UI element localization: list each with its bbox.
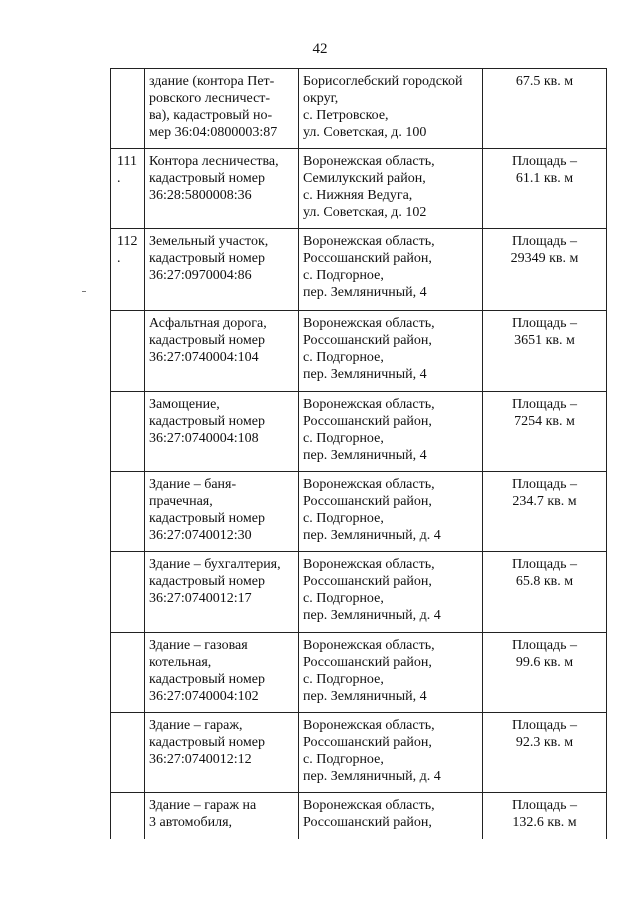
area-cell: Площадь – 29349 кв. м bbox=[483, 229, 607, 311]
table-row bbox=[111, 713, 607, 793]
row-number bbox=[111, 552, 145, 633]
address-cell: Воронежская область, Россошанский район, с. Подгорное, пер. Земляничный, д. 4 bbox=[299, 713, 483, 793]
object-cell: Здание – газовая котельная, кадастровый номер 36:27:0740004:102 bbox=[145, 633, 299, 713]
address-cell: Борисоглебский городской округ, с. Петровское, ул. Советская, д. 100 bbox=[299, 69, 483, 149]
area-cell: Площадь – 61.1 кв. м bbox=[483, 149, 607, 229]
row-number bbox=[111, 392, 145, 472]
row-number bbox=[111, 793, 145, 839]
object-cell: Здание – бухгалтерия, кадастровый номер 36:27:0740012:17 bbox=[145, 552, 299, 633]
object-cell: Здание – баня- прачечная, кадастровый номер 36:27:0740012:30 bbox=[145, 472, 299, 552]
table-row bbox=[111, 149, 607, 229]
row-number bbox=[111, 633, 145, 713]
address-cell: Воронежская область, Россошанский район, с. Подгорное, пер. Земляничный, 4 bbox=[299, 633, 483, 713]
object-cell: Контора лесничества, кадастровый номер 36:28:5800008:36 bbox=[145, 149, 299, 229]
address-cell: Воронежская область, Россошанский район, bbox=[299, 793, 483, 839]
object-cell: Земельный участок, кадастровый номер 36:27:0970004:86 bbox=[145, 229, 299, 311]
row-number: 111. bbox=[111, 149, 145, 229]
area-cell: Площадь – 65.8 кв. м bbox=[483, 552, 607, 633]
object-cell: Здание – гараж на 3 автомобиля, bbox=[145, 793, 299, 839]
table-row bbox=[111, 793, 607, 839]
area-cell: Площадь – 234.7 кв. м bbox=[483, 472, 607, 552]
object-cell: Здание – гараж, кадастровый номер 36:27:0740012:12 bbox=[145, 713, 299, 793]
table-row bbox=[111, 392, 607, 472]
address-cell: Воронежская область, Россошанский район, с. Подгорное, пер. Земляничный, д. 4 bbox=[299, 552, 483, 633]
table-row bbox=[111, 633, 607, 713]
address-cell: Воронежская область, Россошанский район, с. Подгорное, пер. Земляничный, 4 bbox=[299, 229, 483, 311]
table-row bbox=[111, 311, 607, 392]
row-number bbox=[111, 69, 145, 149]
table-row bbox=[111, 552, 607, 633]
row-number bbox=[111, 311, 145, 392]
area-cell: Площадь – 132.6 кв. м bbox=[483, 793, 607, 839]
table-row bbox=[111, 69, 607, 149]
object-cell: Замощение, кадастровый номер 36:27:0740004:108 bbox=[145, 392, 299, 472]
area-cell: Площадь – 3651 кв. м bbox=[483, 311, 607, 392]
area-cell: 67.5 кв. м bbox=[483, 69, 607, 149]
table-row bbox=[111, 472, 607, 552]
scan-mark bbox=[82, 291, 86, 292]
property-table bbox=[110, 68, 607, 839]
object-cell: здание (конторa Пет- ровского лесничест- ва), кадастровый но- мер 36:04:0800003:87 bbox=[145, 69, 299, 149]
page-number: 42 bbox=[312, 41, 328, 57]
area-cell: Площадь – 99.6 кв. м bbox=[483, 633, 607, 713]
row-number: 112. bbox=[111, 229, 145, 311]
area-cell: Площадь – 92.3 кв. м bbox=[483, 713, 607, 793]
table-row bbox=[111, 229, 607, 311]
address-cell: Воронежская область, Россошанский район, с. Подгорное, пер. Земляничный, д. 4 bbox=[299, 472, 483, 552]
object-cell: Асфальтная дорога, кадастровый номер 36:27:0740004:104 bbox=[145, 311, 299, 392]
row-number bbox=[111, 713, 145, 793]
row-number bbox=[111, 472, 145, 552]
area-cell: Площадь – 7254 кв. м bbox=[483, 392, 607, 472]
address-cell: Воронежская область, Россошанский район, с. Подгорное, пер. Земляничный, 4 bbox=[299, 311, 483, 392]
address-cell: Воронежская область, Семилукский район, с. Нижняя Ведуга, ул. Советская, д. 102 bbox=[299, 149, 483, 229]
address-cell: Воронежская область, Россошанский район, с. Подгорное, пер. Земляничный, 4 bbox=[299, 392, 483, 472]
